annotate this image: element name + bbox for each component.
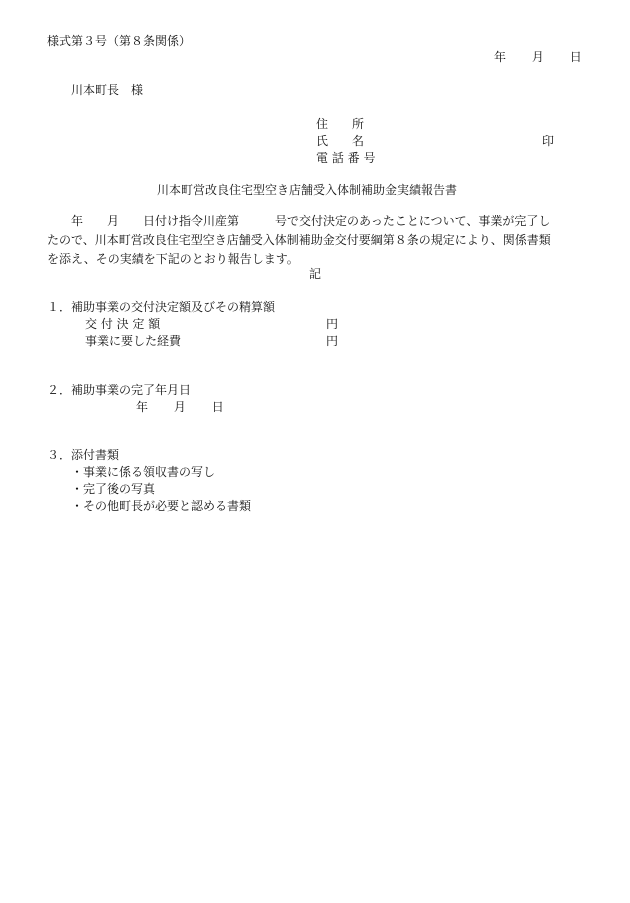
expense-label: 事業に要した経費 [85,334,182,348]
completion-date [136,399,224,415]
attachment-item: ・その他町長が必要と認める書類 [71,499,252,513]
date-month: 月 [531,50,544,64]
completion-year: 年 [136,400,149,414]
report-body [47,212,587,269]
section1-heading: １．補助事業の交付決定額及びその精算額 [47,300,276,314]
phone-label: 電 話 番 号 [316,151,376,165]
expense-unit: 円 [326,334,339,348]
grant-decision-label: 交 付 決 定 額 [85,317,161,331]
section3-heading: ３．添付書類 [47,448,120,462]
name-label: 氏 名 [316,134,365,148]
completion-day: 日 [211,400,224,414]
recipient: 川本町長 様 [71,83,144,97]
ki-marker: 記 [309,267,322,281]
date-year: 年 [494,50,507,64]
body-line-3: を添え、その実績を下記のとおり報告します。 [47,252,299,266]
completion-month: 月 [173,400,186,414]
date-line [494,49,582,65]
address-label: 住 所 [316,117,365,131]
grant-decision-unit: 円 [326,317,339,331]
section2-heading: ２．補助事業の完了年月日 [47,383,192,397]
date-day: 日 [569,50,582,64]
body-line-2: たので、川本町営改良住宅型空き店舗受入体制補助金交付要綱第８条の規定により、関係書類 [47,233,551,247]
report-title: 川本町営改良住宅型空き店舗受入体制補助金実績報告書 [157,183,458,197]
attachment-item: ・事業に係る領収書の写し [71,465,216,479]
seal-mark: 印 [542,134,555,148]
body-line-1: 年 月 日付け指令川産第 号で交付決定のあったことについて、事業が完了し [47,214,551,228]
attachment-item: ・完了後の写真 [71,482,156,496]
form-number: 様式第３号（第８条関係） [47,34,192,48]
